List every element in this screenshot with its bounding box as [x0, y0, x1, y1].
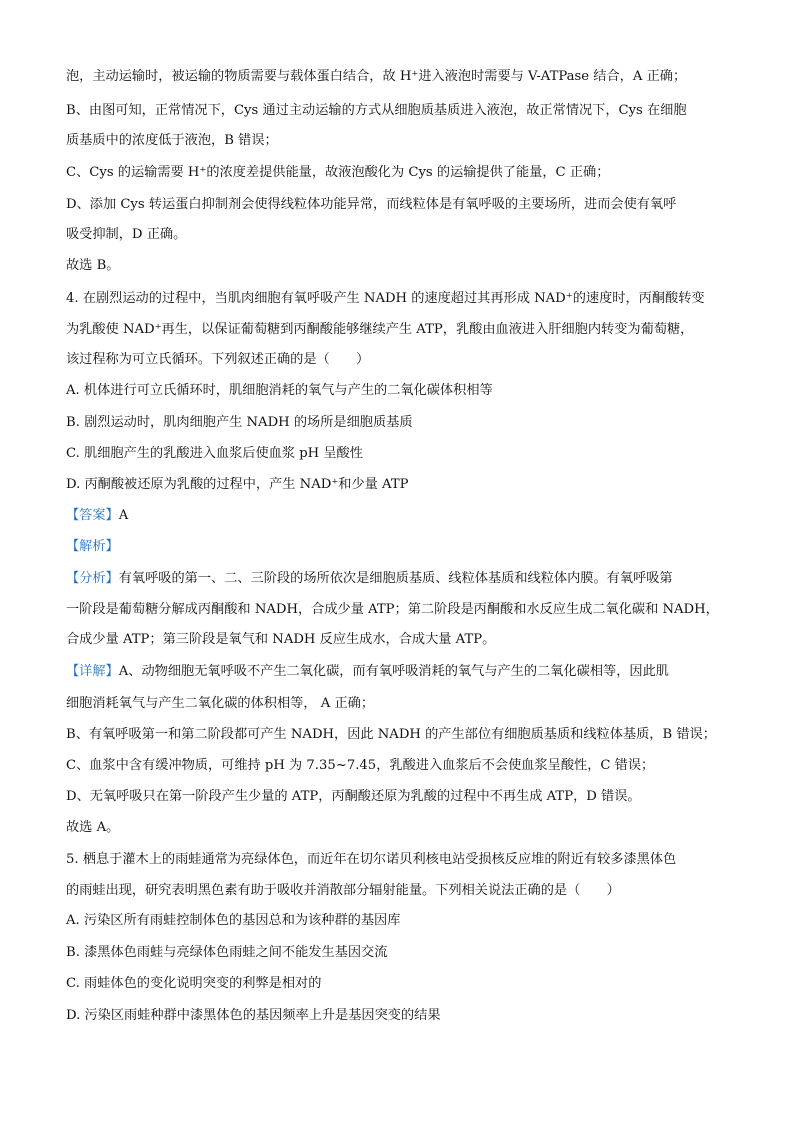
xiangjie-text: 故选 A。 [66, 820, 120, 835]
xiangjie-text: D、无氧呼吸只在第一阶段产生少量的 ATP，丙酮酸还原为乳酸的过程中不再生成 ATP，D 错误。 [66, 789, 641, 804]
option-c: C. 雨蛙体色的变化说明突变的利弊是相对的 [66, 976, 322, 991]
answer-line [66, 506, 736, 526]
fenxi-tag: 【分析】 [66, 571, 119, 586]
text-line: C、Cys 的运输需要 H⁺的浓度差提供能量，故液泡酸化为 Cys 的运输提供了能量，C 正确； [66, 165, 610, 180]
xiangjie-line [66, 662, 736, 682]
xiangjie-tag: 【详解】 [66, 664, 119, 679]
xiangjie-text: B、有氧呼吸第一和第二阶段都可产生 NADH，因此 NADH 的产生部位有细胞质基质和线粒体基质，B 错误； [66, 727, 716, 742]
option-b: B. 剧烈运动时，肌肉细胞产生 NADH 的场所是细胞质基质 [66, 415, 413, 430]
question-4-stem: 该过程称为可立氏循环。下列叙述正确的是（ ） [66, 352, 370, 367]
option-d: D. 丙酮酸被还原为乳酸的过程中，产生 NAD⁺和少量 ATP [66, 477, 409, 492]
analysis-tag: 【解析】 [66, 539, 119, 554]
text-line: 故选 B。 [66, 258, 120, 273]
question-5-stem: 5. 栖息于灌木上的雨蛙通常为亮绿体色，而近年在切尔诺贝利核电站受损核反应堆的附近有较多漆黑体色 [66, 852, 677, 867]
analysis-line [66, 537, 736, 557]
xiangjie-text: 细胞消耗氧气与产生二氧化碳的体积相等， A 正确； [66, 696, 375, 711]
option-a: A. 机体进行可立氏循环时，肌细胞消耗的氧气与产生的二氧化碳体积相等 [66, 383, 493, 398]
text-line: 泡，主动运输时，被运输的物质需要与载体蛋白结合，故 H⁺进入液泡时需要与 V-ATPase 结合，A 正确； [66, 69, 687, 84]
option-d: D. 污染区雨蛙种群中漆黑体色的基因频率上升是基因突变的结果 [66, 1008, 441, 1023]
text-line: 吸受抑制，D 正确。 [66, 227, 187, 242]
text-line: B、由图可知，正常情况下，Cys 通过主动运输的方式从细胞质基质进入液泡，故正常情况下，Cys 在细胞 [66, 103, 687, 118]
answer-tag: 【答案】 [66, 508, 119, 523]
question-4-stem: 4. 在剧烈运动的过程中，当肌肉细胞有氧呼吸产生 NADH 的速度超过其再形成 NAD⁺的速度时，丙酮酸转变 [66, 291, 705, 306]
fenxi-text: 合成少量 ATP；第三阶段是氧气和 NADH 反应生成水，合成大量 ATP。 [66, 632, 496, 647]
question-5-stem: 的雨蛙出现，研究表明黑色素有助于吸收并消散部分辐射能量。下列相关说法正确的是（ ） [66, 883, 620, 898]
answer-value: A [118, 508, 129, 523]
question-4-stem: 为乳酸使 NAD⁺再生，以保证葡萄糖到丙酮酸能够继续产生 ATP，乳酸由血液进入肝细胞内转变为葡萄糖， [66, 322, 694, 337]
fenxi-line [66, 569, 736, 589]
fenxi-text: 有氧呼吸的第一、二、三阶段的场所依次是细胞质基质、线粒体基质和线粒体内膜。有氧呼吸第 [118, 571, 673, 586]
fenxi-text: 一阶段是葡萄糖分解成丙酮酸和 NADH，合成少量 ATP；第二阶段是丙酮酸和水反应生成二氧化碳和 NADH， [66, 602, 719, 617]
text-line: 质基质中的浓度低于液泡，B 错误； [66, 133, 278, 148]
option-c: C. 肌细胞产生的乳酸进入血浆后使血浆 pH 呈酸性 [66, 446, 363, 461]
xiangjie-text: A、动物细胞无氧呼吸不产生二氧化碳，而有氧呼吸消耗的氧气与产生的二氧化碳相等，因此肌 [118, 664, 669, 679]
text-line: D、添加 Cys 转运蛋白抑制剂会使得线粒体功能异常，而线粒体是有氧呼吸的主要场所，进而会使有氧呼 [66, 197, 677, 212]
option-a: A. 污染区所有雨蛙控制体色的基因总和为该种群的基因库 [66, 913, 401, 928]
xiangjie-text: C、血浆中含有缓冲物质，可维持 pH 为 7.35~7.45，乳酸进入血浆后不会使血浆呈酸性，C 错误； [66, 758, 655, 773]
option-b: B. 漆黑体色雨蛙与亮绿体色雨蛙之间不能发生基因交流 [66, 945, 388, 960]
